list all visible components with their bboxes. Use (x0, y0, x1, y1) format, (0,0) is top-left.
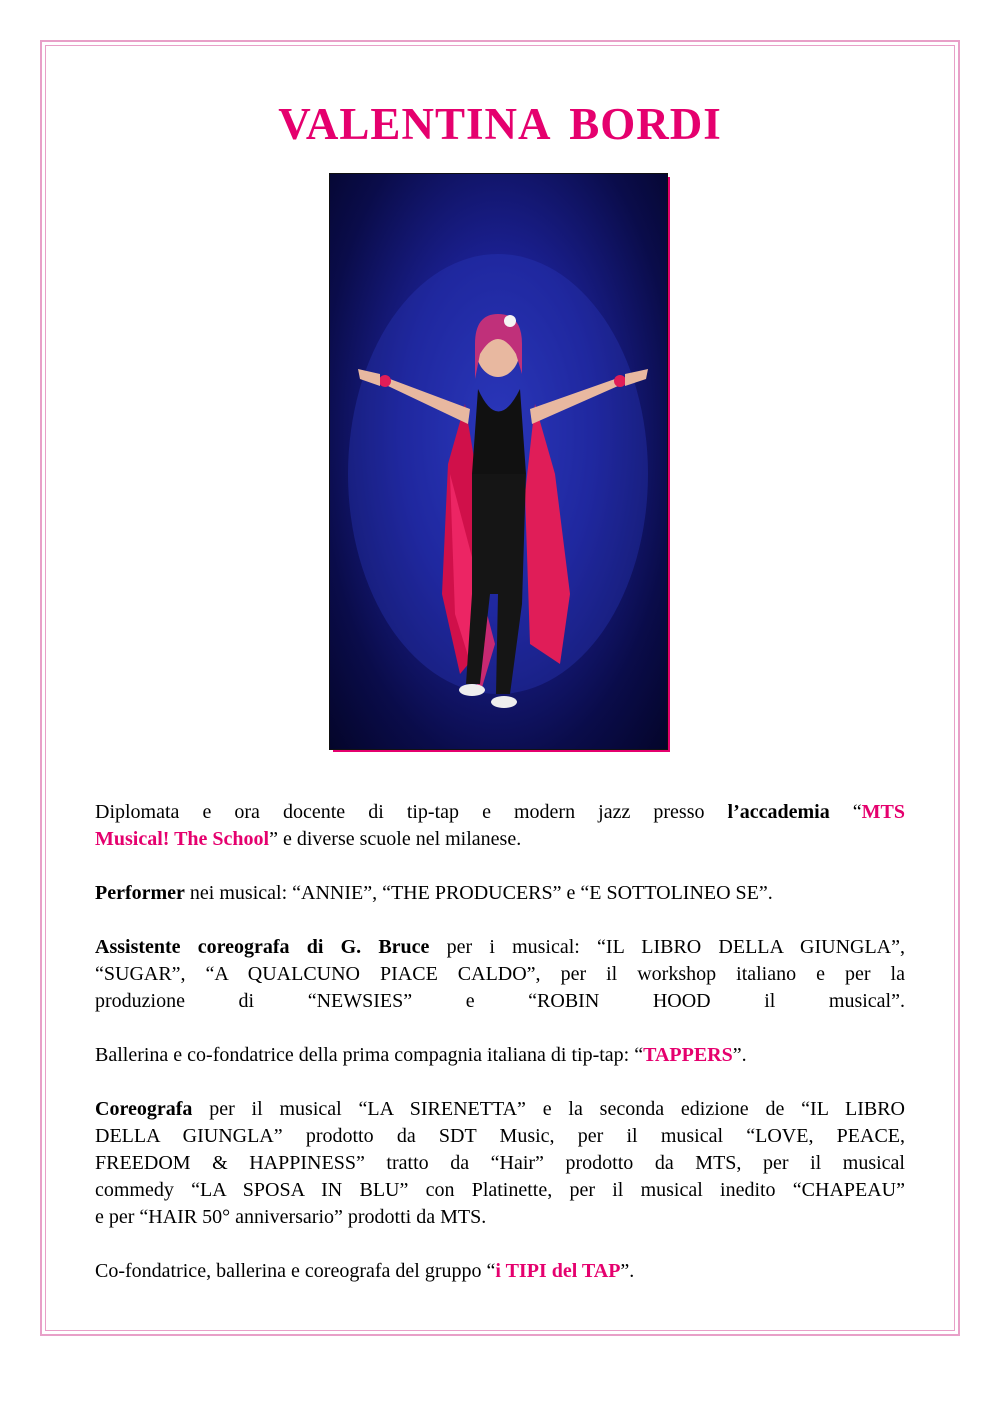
bio-paragraph-choreographer-3: FREEDOM & HAPPINESS” tratto da “Hair” prodotto da MTS, per il musical (95, 1152, 905, 1174)
school-name: Musical! The School (95, 828, 270, 850)
bio-paragraph-choreographer-5: e per “HAIR 50° anniversario” prodotti da MTS. (95, 1206, 487, 1228)
bio-paragraph-choreographer-4: commedy “LA SPOSA IN BLU” con Platinette, per il musical inedito “CHAPEAU” (95, 1179, 905, 1201)
bio-paragraph-assistant-3: produzione di “NEWSIES” e “ROBIN HOOD il musical”. (95, 990, 905, 1012)
bio-paragraph-assistant: Assistente coreografa di G. Bruce per i musical: “IL LIBRO DELLA GIUNGLA”, (95, 936, 906, 958)
dancer-illustration (330, 174, 667, 749)
bio-paragraph-assistant-2: “SUGAR”, “A QUALCUNO PIACE CALDO”, per il workshop italiano e per la (95, 963, 905, 985)
bio-paragraph-tappers: Ballerina e co-fondatrice della prima compagnia italiana di tip-tap: “TAPPERS”. (95, 1044, 747, 1066)
page-title: VALENTINA BORDI (278, 99, 722, 149)
bio-paragraph-teaching-2: Musical! The School” e diverse scuole nel milanese. (95, 828, 522, 850)
performer-photo (329, 173, 668, 750)
bio-paragraph-group: Co-fondatrice, ballerina e coreografa del gruppo “i TIPI del TAP”. (95, 1260, 635, 1282)
bio-paragraph-teaching: Diplomata e ora docente di tip-tap e modern jazz presso l’accademia “MTS (95, 801, 905, 823)
bio-paragraph-choreographer: Coreografa per il musical “LA SIRENETTA” e la seconda edizione de “IL LIBRO (95, 1098, 905, 1120)
bio-paragraph-performer: Performer nei musical: “ANNIE”, “THE PRODUCERS” e “E SOTTOLINEO SE”. (95, 882, 773, 904)
bio-paragraph-choreographer-2: DELLA GIUNGLA” prodotto da SDT Music, per il musical “LOVE, PEACE, (95, 1125, 905, 1147)
